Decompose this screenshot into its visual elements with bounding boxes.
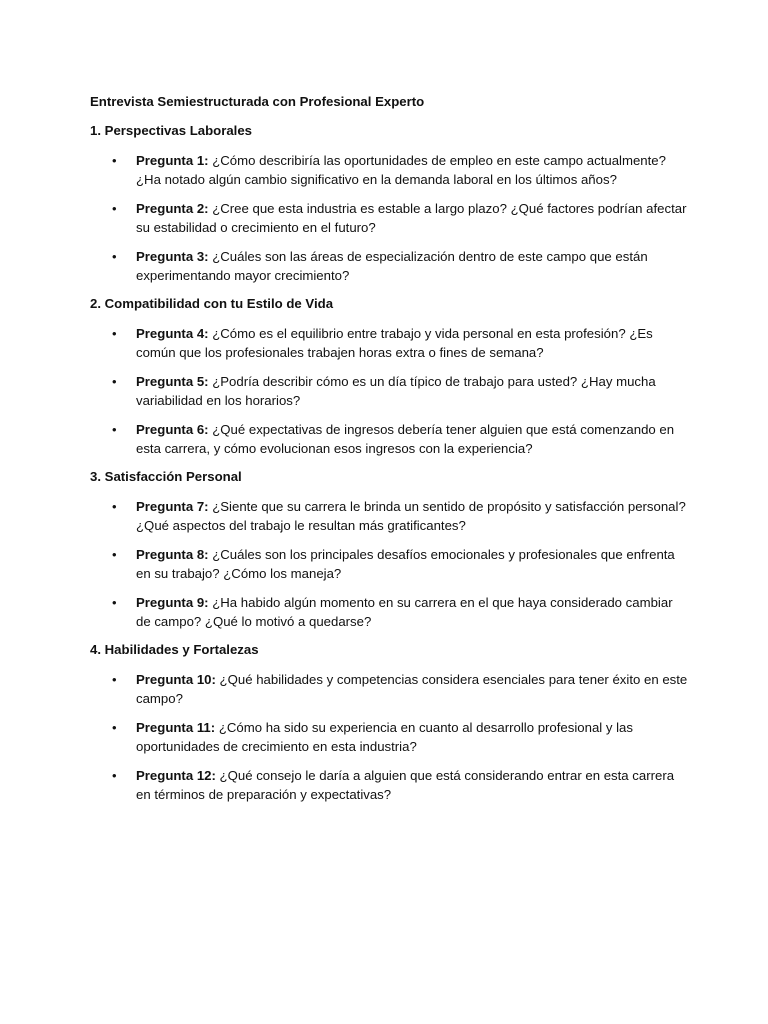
question-text: ¿Cuáles son las áreas de especialización dentro de este campo que están experimentando mayor crecimiento? — [136, 249, 648, 283]
list-item — [90, 151, 688, 189]
question-text: ¿Qué expectativas de ingresos debería tener alguien que está comenzando en esta carrera, y cómo evolucionan esos ingresos con la experiencia? — [136, 422, 675, 456]
bullet-icon: • — [112, 326, 117, 341]
question-text: ¿Cómo describiría las oportunidades de empleo en este campo actualmente? ¿Ha notado algún cambio significativo en la demanda laboral en los últimos años? — [136, 153, 666, 187]
question-label: Pregunta 2: — [136, 201, 209, 216]
question-text: ¿Cómo es el equilibrio entre trabajo y vida personal en esta profesión? ¿Es común que los profesionales trabajen horas extra o fines de semana? — [136, 326, 653, 360]
list-item — [90, 718, 688, 756]
list-item — [90, 497, 688, 535]
question-label: Pregunta 9: — [136, 595, 209, 610]
section-1 — [90, 122, 688, 285]
question-label: Pregunta 3: — [136, 249, 209, 264]
bullet-icon: • — [112, 374, 117, 389]
bullet-icon: • — [112, 153, 117, 168]
question-label: Pregunta 5: — [136, 374, 209, 389]
question-list — [90, 324, 688, 458]
bullet-icon: • — [112, 595, 117, 610]
question-text: ¿Ha habido algún momento en su carrera en el que haya considerado cambiar de campo? ¿Qué lo motivó a quedarse? — [136, 595, 673, 629]
bullet-icon: • — [112, 249, 117, 264]
question-label: Pregunta 6: — [136, 422, 209, 437]
question-text: ¿Cómo ha sido su experiencia en cuanto al desarrollo profesional y las oportunidades de crecimiento en esta industria? — [136, 720, 633, 754]
list-item — [90, 324, 688, 362]
list-item — [90, 593, 688, 631]
list-item — [90, 545, 688, 583]
bullet-icon: • — [112, 547, 117, 562]
bullet-icon: • — [112, 720, 117, 735]
question-label: Pregunta 7: — [136, 499, 209, 514]
question-label: Pregunta 11: — [136, 720, 216, 735]
section-3 — [90, 468, 688, 631]
list-item — [90, 247, 688, 285]
bullet-icon: • — [112, 201, 117, 216]
list-item — [90, 199, 688, 237]
bullet-icon: • — [112, 768, 117, 783]
list-item — [90, 670, 688, 708]
document-title: Entrevista Semiestructurada con Profesional Experto — [90, 94, 425, 109]
question-list — [90, 670, 688, 804]
question-text: ¿Qué habilidades y competencias considera esenciales para tener éxito en este campo? — [136, 672, 688, 706]
question-text: ¿Qué consejo le daría a alguien que está considerando entrar en esta carrera en términos de preparación y expectativas? — [136, 768, 675, 802]
section-heading: 3. Satisfacción Personal — [90, 469, 242, 484]
question-label: Pregunta 1: — [136, 153, 209, 168]
question-text: ¿Cuáles son los principales desafíos emocionales y profesionales que enfrenta en su trabajo? ¿Cómo los maneja? — [136, 547, 675, 581]
question-list — [90, 497, 688, 631]
section-heading: 4. Habilidades y Fortalezas — [90, 642, 259, 657]
question-text: ¿Podría describir cómo es un día típico de trabajo para usted? ¿Hay mucha variabilidad en los horarios? — [136, 374, 656, 408]
bullet-icon: • — [112, 422, 117, 437]
question-label: Pregunta 8: — [136, 547, 209, 562]
question-list — [90, 151, 688, 285]
question-text: ¿Cree que esta industria es estable a largo plazo? ¿Qué factores podrían afectar su estabilidad o crecimiento en el futuro? — [136, 201, 687, 235]
section-heading: 1. Perspectivas Laborales — [90, 123, 253, 138]
list-item — [90, 766, 688, 804]
section-2 — [90, 295, 688, 458]
bullet-icon: • — [112, 499, 117, 514]
question-label: Pregunta 10: — [136, 672, 216, 687]
question-text: ¿Siente que su carrera le brinda un sentido de propósito y satisfacción personal? ¿Qué aspectos del trabajo le resultan más gratificantes? — [136, 499, 686, 533]
question-label: Pregunta 4: — [136, 326, 209, 341]
section-heading: 2. Compatibilidad con tu Estilo de Vida — [90, 296, 334, 311]
list-item — [90, 372, 688, 410]
section-4 — [90, 641, 688, 804]
bullet-icon: • — [112, 672, 117, 687]
list-item — [90, 420, 688, 458]
question-label: Pregunta 12: — [136, 768, 216, 783]
